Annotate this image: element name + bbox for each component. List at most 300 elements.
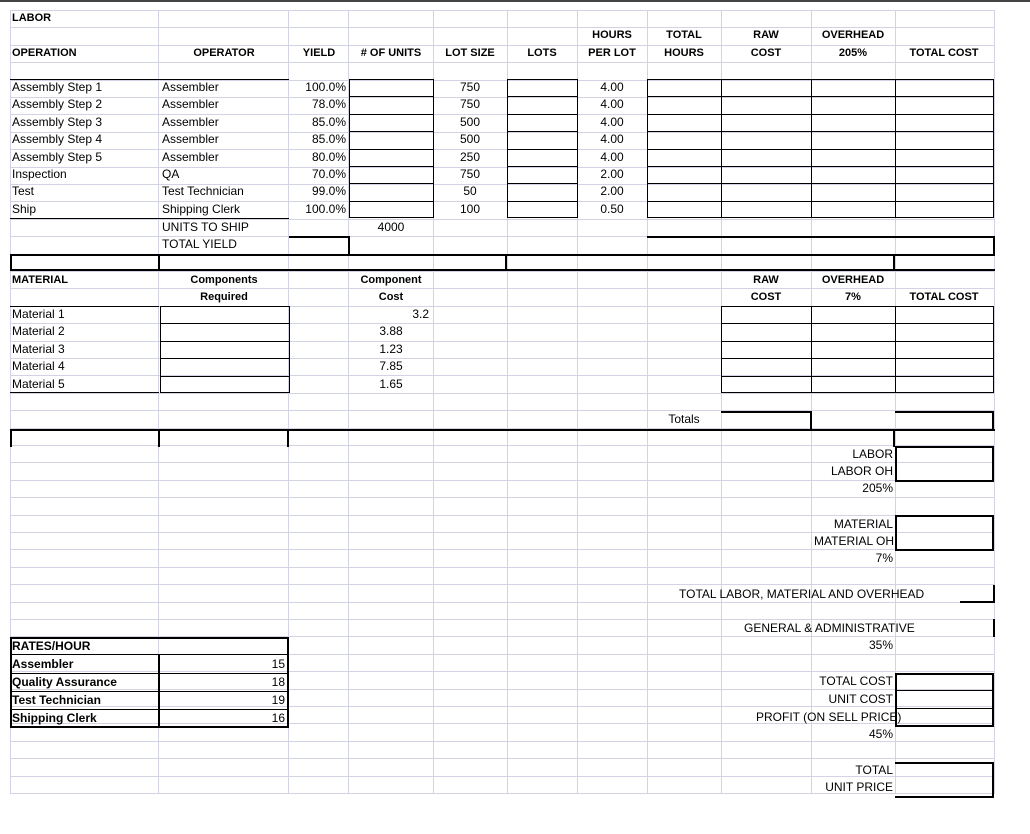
rate-value-cell: 15 (271, 657, 285, 671)
rates-row-divider (10, 673, 289, 674)
grid-cell (288, 636, 349, 654)
grid-cell (348, 584, 434, 602)
grid-cell (158, 410, 289, 428)
material-rule-tick (158, 429, 160, 447)
grid-cell (577, 10, 648, 28)
header-lot-size: LOT SIZE (445, 47, 495, 59)
labor-summary-input[interactable] (895, 446, 994, 482)
grid-cell (647, 741, 722, 759)
grid-cell (507, 532, 578, 550)
grid-cell (10, 758, 159, 776)
grid-cell (348, 741, 434, 759)
components-required-input-column[interactable] (160, 306, 290, 393)
units-to-ship-label: UNITS TO SHIP (162, 220, 249, 234)
material-name-rule (10, 306, 159, 307)
grid-cell (288, 584, 349, 602)
yield-cell: 100.0% (305, 80, 346, 94)
grid-cell (577, 393, 648, 411)
component-cost-cell: 3.2 (412, 307, 429, 321)
grid-cell (158, 776, 289, 794)
summary-labor-oh-pct: 205% (862, 481, 893, 495)
grid-cell (10, 219, 159, 237)
grid-cell (577, 219, 648, 237)
raw-cost-input-column[interactable] (721, 79, 812, 218)
grid-cell (433, 532, 508, 550)
grid-cell (647, 10, 722, 28)
grid-cell (348, 480, 434, 498)
operator-cell: QA (162, 167, 180, 181)
summary-unit-cost-label: UNIT COST (828, 692, 893, 706)
grid-cell (507, 689, 578, 707)
cost-summary-divider (895, 708, 994, 709)
grid-cell (577, 445, 648, 463)
lot-size-cell: 500 (459, 132, 481, 147)
grid-cell (647, 497, 722, 515)
labor-rule-tick (505, 254, 507, 270)
grid-cell (158, 445, 289, 463)
total-lmo-input[interactable] (960, 585, 995, 603)
header-hours-line2: PER LOT (588, 47, 636, 59)
material-overhead-header-line2: 7% (845, 291, 861, 303)
grid-cell (288, 462, 349, 480)
grid-cell (895, 497, 995, 515)
operator-cell: Assembler (162, 80, 219, 94)
grid-cell (158, 480, 289, 498)
grid-cell (577, 515, 648, 533)
grid-cell (288, 758, 349, 776)
grid-cell (507, 341, 578, 359)
grid-cell (288, 393, 349, 411)
grid-cell (10, 567, 159, 585)
summary-material-oh-label: MATERIAL OH (814, 534, 895, 548)
yield-cell: 80.0% (311, 149, 346, 164)
grid-cell (721, 219, 812, 237)
material-name-cell: Material 2 (12, 324, 65, 339)
grid-cell (577, 619, 648, 637)
grid-cell (10, 480, 159, 498)
grid-cell (507, 375, 578, 393)
material-name-cell: Material 1 (12, 307, 65, 321)
lot-size-cell: 100 (459, 201, 481, 216)
summary-total-cost-label: TOTAL COST (819, 674, 893, 688)
rate-value-cell: 16 (271, 711, 285, 725)
grid-cell (577, 549, 648, 567)
grid-cell (507, 549, 578, 567)
grid-cell (433, 62, 508, 80)
grid-cell (895, 567, 995, 585)
material-overhead-input-column[interactable] (811, 306, 896, 393)
grid-cell (288, 741, 349, 759)
grid-cell (10, 410, 159, 428)
grid-cell (288, 602, 349, 620)
grid-cell (577, 654, 648, 672)
grid-cell (577, 323, 648, 341)
grid-cell (10, 497, 159, 515)
total-unit-price-input[interactable] (895, 762, 994, 798)
operator-cell: Shipping Clerk (162, 201, 241, 216)
summary-labor-oh-label: LABOR OH (830, 464, 893, 478)
total-yield-label: TOTAL YIELD (162, 237, 237, 251)
grid-cell (577, 602, 648, 620)
operator-cell: Assembler (162, 149, 219, 164)
material-name-cell: Material 4 (12, 359, 65, 374)
grid-cell (288, 619, 349, 637)
grid-cell (895, 654, 995, 672)
grid-cell (721, 62, 812, 80)
grid-cell (348, 236, 434, 254)
grid-cell (433, 706, 508, 724)
grid-cell (577, 776, 648, 794)
grid-cell (811, 62, 896, 80)
operation-cell: Ship (12, 201, 37, 216)
operator-cell: Assembler (162, 132, 219, 147)
summary-material-label: MATERIAL (833, 517, 893, 531)
grid-cell (433, 480, 508, 498)
header-total-cost: TOTAL COST (909, 47, 979, 59)
grid-cell (577, 689, 648, 707)
grid-cell (647, 358, 722, 376)
yield-cell: 70.0% (311, 167, 346, 181)
components-header-line2: Required (200, 291, 248, 303)
grid-cell (433, 776, 508, 794)
grid-cell (507, 236, 578, 254)
grid-cell (647, 602, 722, 620)
operator-cell: Test Technician (162, 184, 244, 199)
header-overhead-line2: 205% (838, 47, 868, 59)
grid-cell (895, 271, 995, 289)
grid-cell (288, 10, 349, 28)
lot-size-cell: 250 (459, 149, 481, 164)
grid-cell (507, 671, 578, 689)
grid-cell (647, 219, 722, 237)
component-cost-cell: 7.85 (379, 359, 403, 374)
grid-cell (288, 480, 349, 498)
grid-cell (647, 375, 722, 393)
header-lots: LOTS (527, 47, 557, 59)
lot-size-cell: 750 (459, 97, 481, 112)
grid-cell (158, 619, 289, 637)
grid-cell (10, 393, 159, 411)
grid-cell (433, 323, 508, 341)
grid-cell (433, 549, 508, 567)
grid-cell (433, 219, 508, 237)
grid-cell (433, 236, 508, 254)
cost-summary-input[interactable] (895, 673, 994, 727)
total-cost-input-column[interactable] (895, 79, 994, 218)
grid-cell (348, 497, 434, 515)
grid-cell (288, 689, 349, 707)
grid-cell (507, 515, 578, 533)
grid-cell (433, 306, 508, 324)
grid-cell (433, 10, 508, 28)
operator-cell: Assembler (162, 114, 219, 129)
operation-cell: Assembly Step 5 (12, 149, 103, 164)
grid-cell (507, 741, 578, 759)
grid-cell (288, 497, 349, 515)
component-cost-cell: 1.65 (379, 376, 403, 391)
header-raw-cost-line2: COST (750, 47, 782, 59)
labor-rule-tick (158, 254, 160, 270)
labor-section-title: LABOR (12, 12, 52, 24)
grid-cell (507, 567, 578, 585)
grid-cell (433, 27, 508, 45)
grid-cell (433, 602, 508, 620)
grid-cell (507, 480, 578, 498)
grid-cell (288, 358, 349, 376)
hours-per-lot-cell: 4.00 (600, 132, 624, 147)
grid-cell (158, 602, 289, 620)
grid-cell (433, 393, 508, 411)
grid-cell (433, 497, 508, 515)
grid-cell (348, 654, 434, 672)
grid-cell (577, 532, 648, 550)
grid-cell (10, 584, 159, 602)
grid-cell (10, 462, 159, 480)
total-hours-input-column[interactable] (647, 79, 722, 218)
operation-cell: Assembly Step 3 (12, 114, 103, 129)
grid-cell (348, 27, 434, 45)
grid-cell (433, 584, 508, 602)
grid-cell (348, 602, 434, 620)
grid-cell (507, 306, 578, 324)
ga-input[interactable] (960, 619, 995, 637)
labor-totals-input[interactable] (647, 236, 995, 255)
grid-cell (10, 62, 159, 80)
grid-cell (647, 288, 722, 306)
grid-cell (507, 776, 578, 794)
rate-name-cell: Test Technician (12, 693, 101, 707)
grid-cell (348, 393, 434, 411)
grid-cell (10, 776, 159, 794)
header-units: # OF UNITS (360, 47, 422, 59)
grid-cell (288, 341, 349, 359)
overhead-input-column[interactable] (811, 79, 896, 218)
grid-cell (721, 532, 812, 550)
grid-cell (433, 515, 508, 533)
lot-size-cell: 50 (463, 184, 477, 199)
grid-cell (577, 288, 648, 306)
material-raw-cost-input-column[interactable] (721, 306, 812, 393)
rate-name-cell: Shipping Clerk (12, 711, 97, 725)
units-input-column[interactable] (349, 79, 434, 218)
grid-cell (507, 584, 578, 602)
grid-cell (507, 410, 578, 428)
header-total-hours-line2: HOURS (664, 47, 704, 59)
grid-cell (348, 567, 434, 585)
header-overhead-line1: OVERHEAD (821, 29, 885, 41)
grid-cell (10, 27, 159, 45)
grid-cell (433, 636, 508, 654)
summary-material-oh-pct: 7% (875, 551, 893, 565)
grid-cell (647, 306, 722, 324)
components-header-line1: Components (190, 274, 258, 286)
grid-cell (348, 706, 434, 724)
rates-row-divider (10, 709, 289, 710)
grid-cell (10, 619, 159, 637)
grid-cell (507, 602, 578, 620)
grid-cell (811, 410, 896, 428)
totals-label: Totals (668, 412, 700, 426)
hours-per-lot-cell: 4.00 (600, 149, 624, 164)
grid-cell (577, 636, 648, 654)
labor-operation-rule (10, 79, 289, 80)
grid-cell (288, 323, 349, 341)
grid-cell (895, 602, 995, 620)
header-hours-line1: HOURS (592, 29, 632, 41)
grid-cell (288, 219, 349, 237)
grid-cell (577, 62, 648, 80)
summary-total-lmo-label: TOTAL LABOR, MATERIAL AND OVERHEAD (679, 587, 925, 601)
grid-cell (158, 567, 289, 585)
grid-cell (507, 323, 578, 341)
grid-cell (348, 462, 434, 480)
material-summary-input[interactable] (895, 515, 994, 551)
grid-cell (288, 288, 349, 306)
grid-cell (811, 393, 896, 411)
grid-cell (158, 62, 289, 80)
grid-cell (288, 515, 349, 533)
grid-cell (647, 532, 722, 550)
grid-cell (577, 462, 648, 480)
material-name-cell: Material 5 (12, 376, 65, 391)
grid-cell (507, 358, 578, 376)
grid-cell (577, 758, 648, 776)
component-cost-header-line2: Cost (378, 291, 404, 303)
grid-cell (647, 393, 722, 411)
grid-cell (721, 741, 812, 759)
component-cost-cell: 3.88 (379, 324, 403, 339)
rates-row-divider (10, 691, 289, 692)
yield-cell: 85.0% (311, 132, 346, 147)
grid-cell (811, 497, 896, 515)
summary-labor-label: LABOR (852, 447, 893, 461)
material-raw-total-input[interactable] (721, 411, 812, 430)
grid-cell (348, 62, 434, 80)
grid-cell (433, 445, 508, 463)
material-total-input[interactable] (895, 411, 994, 430)
grid-cell (647, 341, 722, 359)
grid-cell (288, 776, 349, 794)
grid-cell (895, 741, 995, 759)
material-name-cell: Material 3 (12, 341, 65, 356)
grid-cell (158, 10, 289, 28)
header-operator: OPERATOR (193, 47, 255, 59)
hours-per-lot-cell: 2.00 (600, 184, 624, 199)
grid-cell (288, 410, 349, 428)
grid-cell (577, 375, 648, 393)
hours-per-lot-cell: 4.00 (600, 114, 624, 129)
component-cost-header-line1: Component (360, 274, 422, 286)
grid-cell (577, 480, 648, 498)
grid-cell (288, 567, 349, 585)
grid-cell (158, 741, 289, 759)
rate-value-cell: 19 (271, 693, 285, 707)
grid-cell (348, 10, 434, 28)
rate-name-cell: Quality Assurance (12, 675, 117, 689)
grid-cell (577, 236, 648, 254)
grid-cell (811, 741, 896, 759)
grid-cell (348, 776, 434, 794)
grid-cell (647, 271, 722, 289)
material-total-cost-input-column[interactable] (895, 306, 994, 393)
header-operation: OPERATION (12, 47, 77, 59)
grid-cell (288, 706, 349, 724)
grid-cell (348, 636, 434, 654)
grid-cell (10, 549, 159, 567)
grid-cell (507, 62, 578, 80)
material-name-rule (10, 392, 159, 393)
grid-cell (348, 532, 434, 550)
grid-cell (158, 584, 289, 602)
grid-cell (433, 375, 508, 393)
material-raw-header-line1: RAW (753, 274, 779, 286)
grid-cell (288, 654, 349, 672)
grid-cell (10, 445, 159, 463)
lot-size-cell: 750 (459, 80, 481, 94)
grid-cell (507, 619, 578, 637)
grid-cell (433, 689, 508, 707)
grid-cell (10, 532, 159, 550)
grid-cell (10, 288, 159, 306)
grid-cell (433, 654, 508, 672)
grid-cell (348, 445, 434, 463)
grid-cell (348, 671, 434, 689)
grid-cell (811, 567, 896, 585)
grid-cell (433, 758, 508, 776)
grid-cell (577, 706, 648, 724)
yield-cell: 100.0% (305, 201, 346, 216)
grid-cell (158, 532, 289, 550)
grid-cell (433, 567, 508, 585)
grid-cell (158, 549, 289, 567)
grid-cell (647, 654, 722, 672)
grid-cell (288, 723, 349, 741)
yield-cell: 85.0% (311, 114, 346, 129)
grid-cell (507, 27, 578, 45)
grid-cell (895, 27, 995, 45)
summary-ga-label: GENERAL & ADMINISTRATIVE (744, 621, 915, 635)
operation-cell: Test (12, 184, 35, 199)
grid-cell (10, 515, 159, 533)
operation-cell: Assembly Step 1 (12, 80, 103, 94)
grid-cell (647, 706, 722, 724)
grid-cell (433, 341, 508, 359)
grid-cell (158, 393, 289, 411)
header-yield: YIELD (302, 47, 336, 59)
grid-cell (721, 393, 812, 411)
grid-cell (721, 10, 812, 28)
grid-cell (288, 532, 349, 550)
operation-cell: Assembly Step 2 (12, 97, 103, 112)
grid-cell (348, 758, 434, 776)
units-to-ship-value[interactable]: 4000 (377, 220, 405, 234)
grid-cell (895, 219, 995, 237)
material-overhead-header-line1: OVERHEAD (821, 274, 885, 286)
grid-cell (577, 341, 648, 359)
grid-cell (577, 741, 648, 759)
grid-cell (348, 619, 434, 637)
grid-cell (433, 671, 508, 689)
grid-cell (288, 271, 349, 289)
grid-cell (158, 27, 289, 45)
grid-cell (507, 654, 578, 672)
lots-input-column[interactable] (507, 79, 578, 218)
grid-cell (577, 358, 648, 376)
grid-cell (895, 549, 995, 567)
total-yield-input[interactable] (289, 236, 350, 255)
grid-cell (288, 549, 349, 567)
material-section-title: MATERIAL (12, 274, 69, 286)
